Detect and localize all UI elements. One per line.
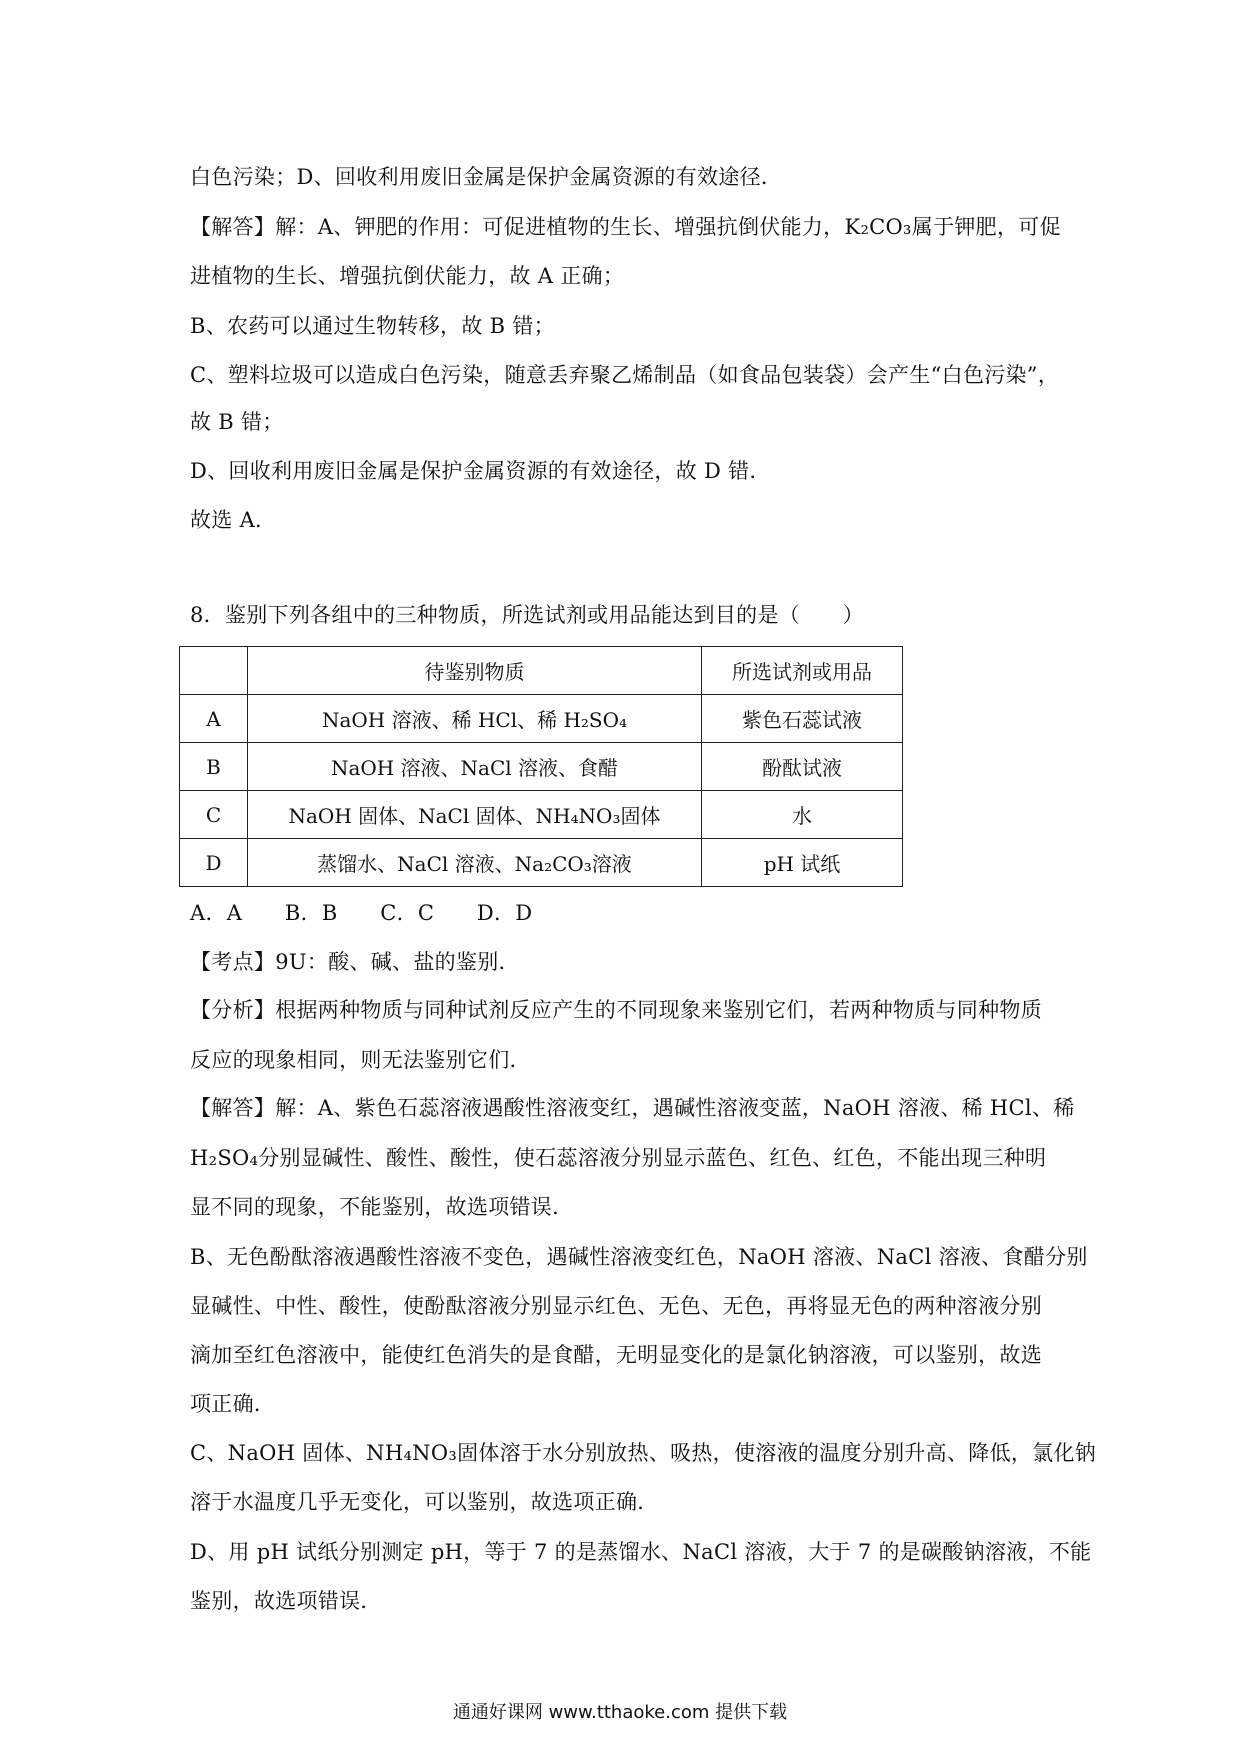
paragraph-line: 【解答】解：A、钾肥的作用：可促进植物的生长、增强抗倒伏能力，K₂CO₃属于钾肥，可促 [190, 215, 1061, 239]
row-reagent: pH 试纸 [702, 839, 903, 887]
paragraph-line: 溶于水温度几乎无变化，可以鉴别，故选项正确． [190, 1490, 659, 1514]
paragraph-line: C、塑料垃圾可以造成白色污染，随意丢弃聚乙烯制品（如食品包装袋）会产生“白色污染”， [190, 363, 1060, 387]
row-label: B [180, 743, 248, 791]
row-label: C [180, 791, 248, 839]
question-stem: 8．鉴别下列各组中的三种物质，所选试剂或用品能达到目的是（ ） [190, 603, 864, 627]
row-substances: 蒸馏水、NaCl 溶液、Na₂CO₃溶液 [248, 839, 702, 887]
paragraph-line: 【分析】根据两种物质与同种试剂反应产生的不同现象来鉴别它们，若两种物质与同种物质 [190, 998, 1042, 1022]
row-reagent: 紫色石蕊试液 [702, 695, 903, 743]
page-footer: 通通好课网 www.tthaoke.com 提供下载 [452, 1702, 788, 1723]
paragraph-line: 项正确． [190, 1392, 276, 1416]
paragraph-line: 进植物的生长、增强抗倒伏能力，故 A 正确； [190, 264, 625, 288]
table-row [180, 695, 903, 743]
table-row [180, 743, 903, 791]
table-header-row [180, 647, 903, 695]
paragraph-line: 白色污染；D、回收利用废旧金属是保护金属资源的有效途径． [190, 165, 783, 189]
paragraph-line: D、用 pH 试纸分别测定 pH，等于 7 的是蒸馏水、NaCl 溶液，大于 7 的是碳酸钠溶液，不能 [190, 1540, 1092, 1564]
paragraph-line: D、回收利用废旧金属是保护金属资源的有效途径，故 D 错． [190, 459, 771, 483]
table-header-cell: 待鉴别物质 [248, 647, 702, 695]
table-row [180, 839, 903, 887]
row-label: D [180, 839, 248, 887]
row-substances: NaOH 溶液、稀 HCl、稀 H₂SO₄ [248, 695, 702, 743]
paragraph-line: 故选 A． [190, 508, 277, 532]
table-row [180, 791, 903, 839]
paragraph-line: C、NaOH 固体、NH₄NO₃固体溶于水分别放热、吸热，使溶液的温度分别升高、降低，氯化钠 [190, 1441, 1097, 1465]
row-substances: NaOH 固体、NaCl 固体、NH₄NO₃固体 [248, 791, 702, 839]
row-reagent: 酚酞试液 [702, 743, 903, 791]
paragraph-line: 【解答】解：A、紫色石蕊溶液遇酸性溶液变红，遇碱性溶液变蓝，NaOH 溶液、稀 HCl、稀 [190, 1096, 1075, 1120]
table-header-cell: 所选试剂或用品 [702, 647, 903, 695]
paragraph-line: 【考点】9U：酸、碱、盐的鉴别． [190, 950, 520, 974]
paragraph-line: 故 B 错； [190, 410, 284, 434]
paragraph-line: 显不同的现象，不能鉴别，故选项错误． [190, 1195, 574, 1219]
paragraph-line: 反应的现象相同，则无法鉴别它们． [190, 1048, 531, 1072]
paragraph-line: B、无色酚酞溶液遇酸性溶液不变色，遇碱性溶液变红色，NaOH 溶液、NaCl 溶液、食醋分别 [190, 1245, 1088, 1269]
paragraph-line: 显碱性、中性、酸性，使酚酞溶液分别显示红色、无色、无色，再将显无色的两种溶液分别 [190, 1294, 1042, 1318]
row-substances: NaOH 溶液、NaCl 溶液、食醋 [248, 743, 702, 791]
substance-table [179, 646, 903, 887]
table-header-cell [180, 647, 248, 695]
answer-options: A．A B．B C．C D．D [190, 901, 533, 925]
row-reagent: 水 [702, 791, 903, 839]
paragraph-line: 滴加至红色溶液中，能使红色消失的是食醋，无明显变化的是氯化钠溶液，可以鉴别，故选 [190, 1343, 1042, 1367]
paragraph-line: B、农药可以通过生物转移，故 B 错； [190, 314, 555, 338]
paragraph-line: 鉴别，故选项错误． [190, 1589, 382, 1613]
row-label: A [180, 695, 248, 743]
paragraph-line: H₂SO₄分别显碱性、酸性、酸性，使石蕊溶液分别显示蓝色、红色、红色，不能出现三种明 [190, 1146, 1047, 1170]
